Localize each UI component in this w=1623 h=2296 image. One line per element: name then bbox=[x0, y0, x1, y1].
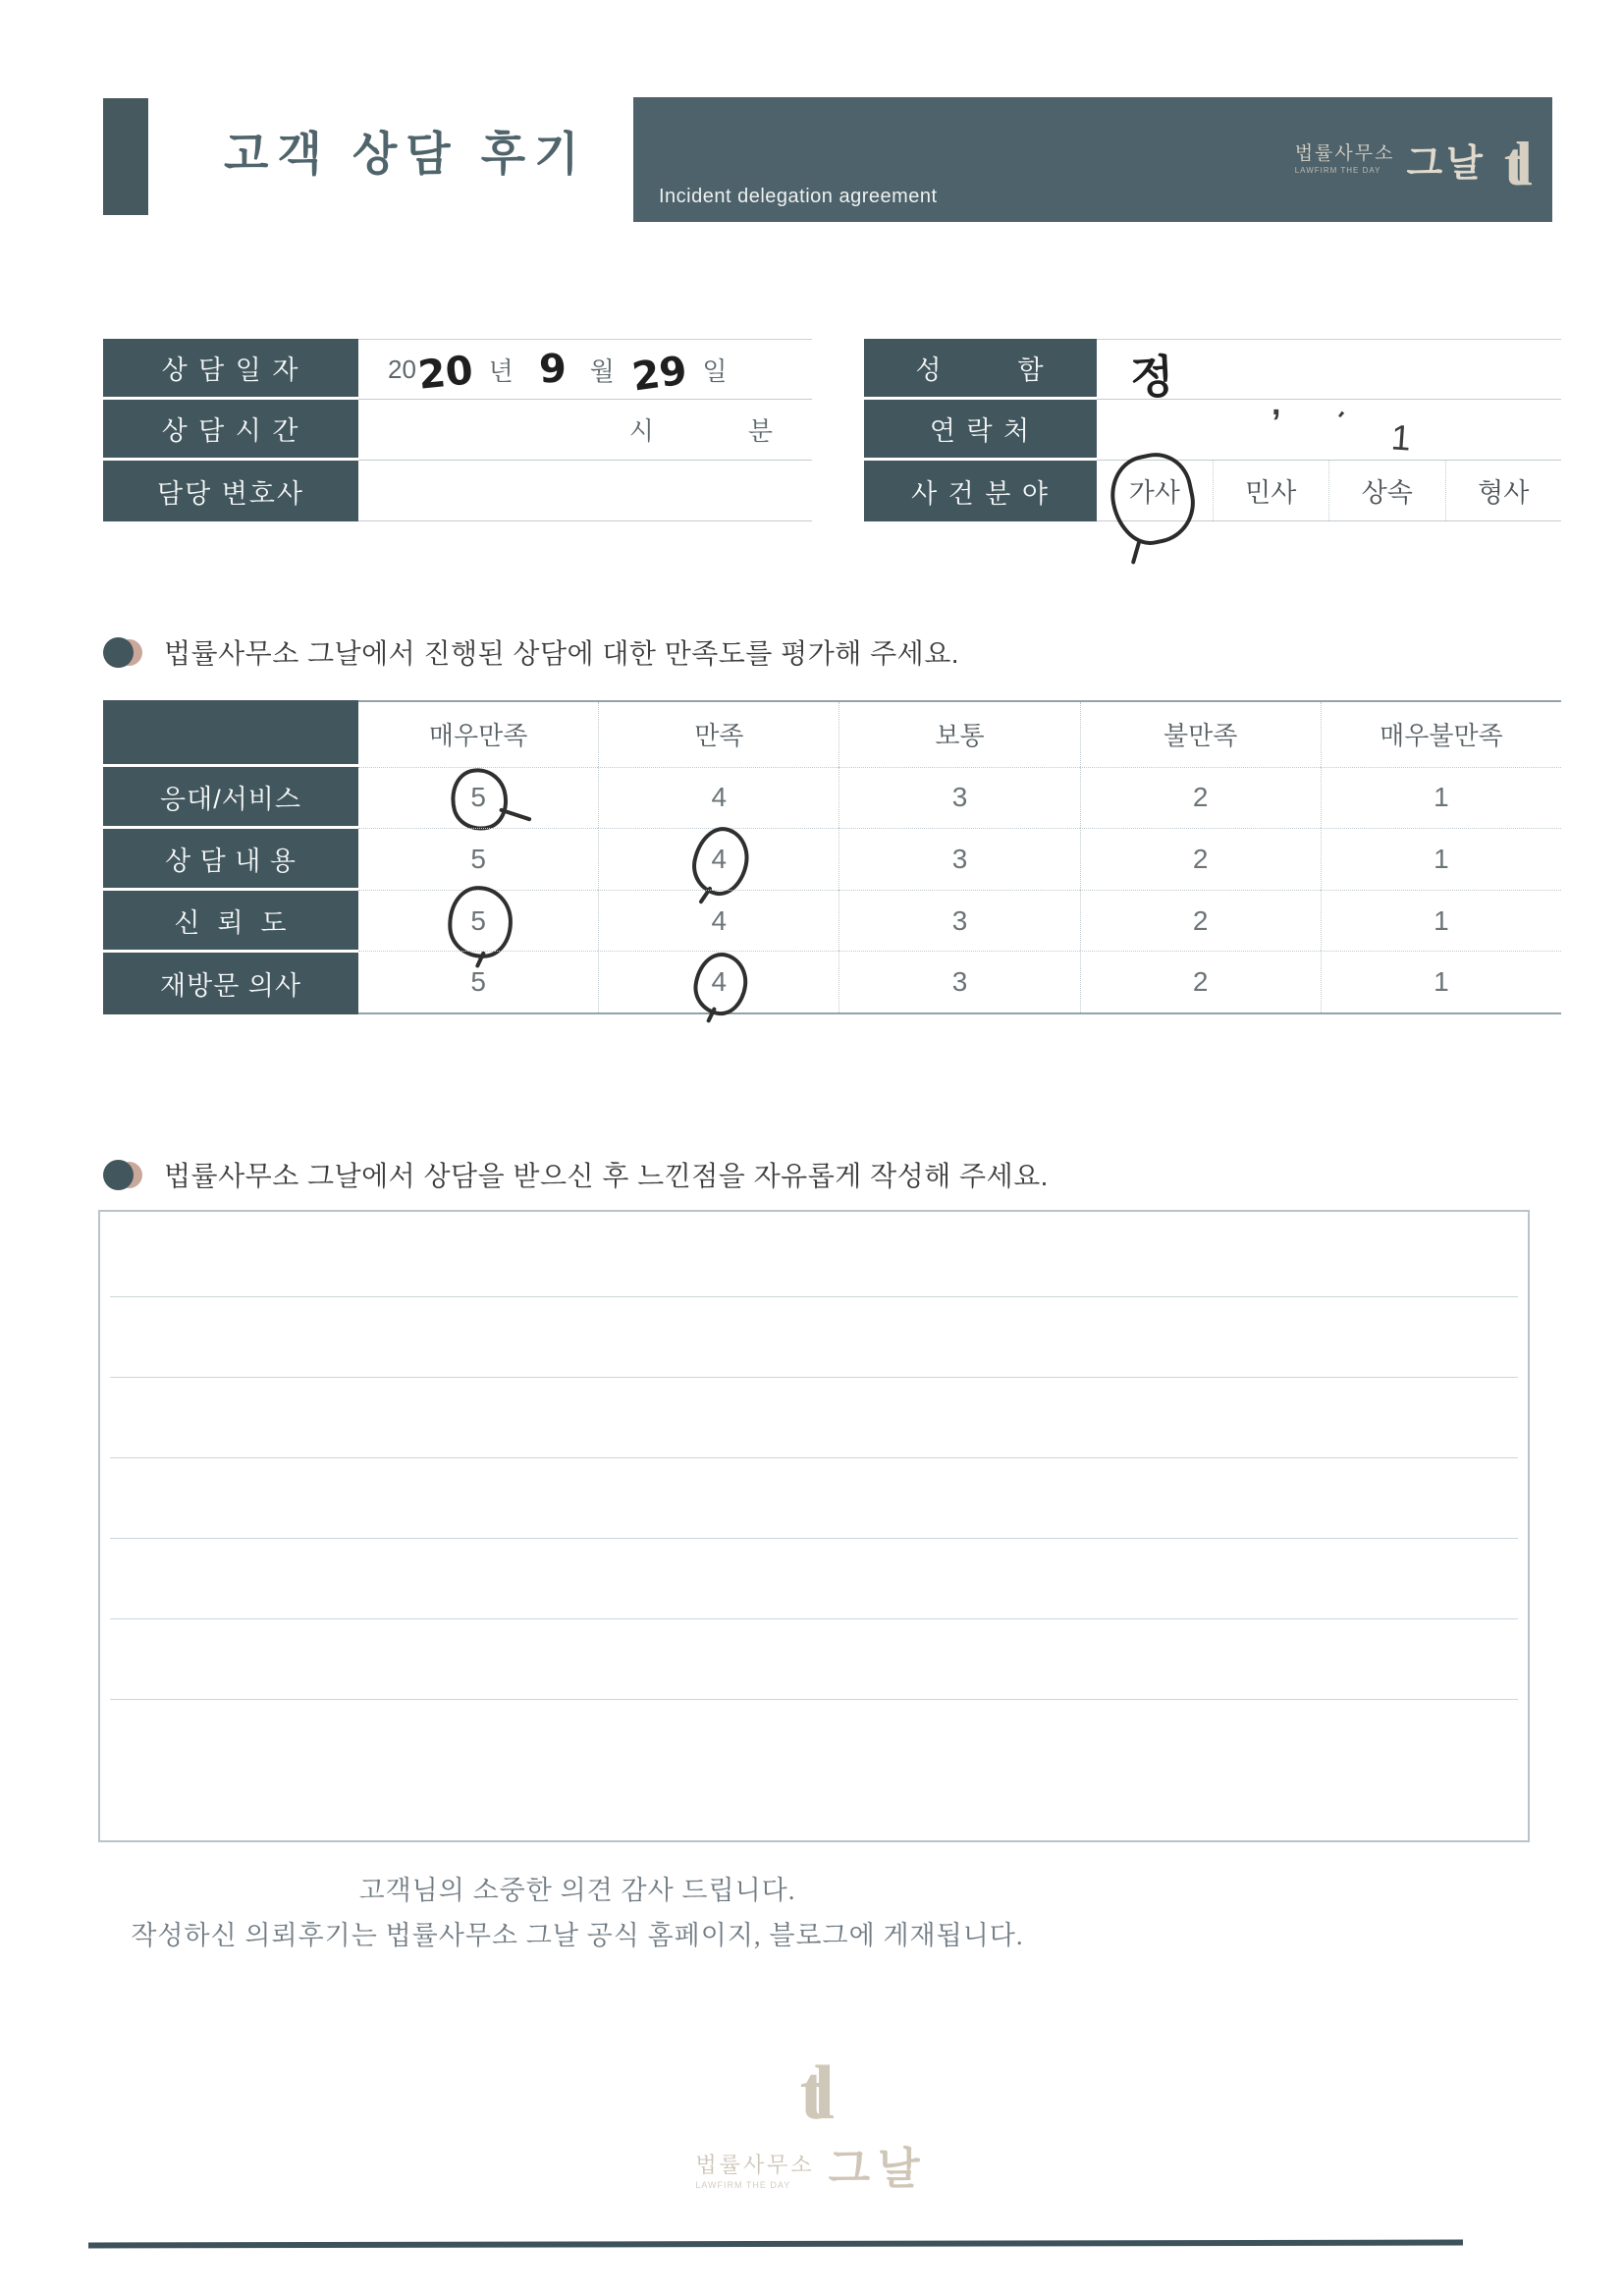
case-option-3 bbox=[1328, 461, 1445, 520]
title-accent-bar bbox=[103, 98, 148, 215]
sat-header-cell bbox=[839, 702, 1079, 767]
score-value: 3 bbox=[951, 843, 968, 874]
handwritten-name: 정 bbox=[1128, 349, 1175, 406]
contact-label: 연 락 처 bbox=[864, 400, 1097, 461]
sat-score-cell bbox=[1080, 828, 1321, 890]
satisfaction-section-heading bbox=[103, 632, 959, 672]
sat-score-row bbox=[358, 767, 1561, 829]
handwritten-circle-mark bbox=[445, 883, 515, 960]
sat-label-column bbox=[103, 700, 358, 1014]
sat-header-spacer-cell bbox=[103, 700, 358, 767]
sat-column-label: 보통 bbox=[935, 721, 985, 751]
case-option-label: 형사 bbox=[1478, 478, 1530, 508]
consult-time-value bbox=[358, 400, 812, 461]
footer-brand-firm-en-label: LAWFIRM THE DAY bbox=[695, 2180, 791, 2191]
banner-subtitle: Incident delegation agreement bbox=[659, 186, 938, 207]
footer-thanks-line2: 작성하신 의뢰후기는 법률사무소 그날 공식 홈페이지, 블로그에 게재됩니다. bbox=[131, 1921, 1024, 1950]
sat-score-cell bbox=[358, 951, 598, 1012]
footer-brand-firm-label: 법률사무소 bbox=[695, 2153, 815, 2178]
sat-score-cell bbox=[1080, 951, 1321, 1012]
sat-row-label: 응대/서비스 bbox=[103, 767, 358, 829]
brand-firm-en-label: LAWFIRM THE DAY bbox=[1294, 166, 1381, 175]
brand-firm-label: 법률사무소 bbox=[1294, 143, 1395, 164]
score-value: 2 bbox=[1192, 966, 1209, 998]
sat-score-cell bbox=[839, 767, 1079, 829]
header-banner bbox=[633, 97, 1552, 222]
case-option-label: 상속 bbox=[1361, 478, 1413, 508]
sat-score-cell bbox=[839, 890, 1079, 952]
consult-time-row bbox=[103, 400, 812, 461]
footer-brand-name-label: 그날 bbox=[828, 2145, 928, 2194]
handwritten-circle-mark bbox=[1103, 446, 1202, 551]
consult-date-row bbox=[103, 339, 812, 400]
score-value: 5 bbox=[470, 843, 486, 874]
handwritten-comma-mark: , bbox=[1271, 385, 1281, 422]
sat-score-cell bbox=[1080, 890, 1321, 952]
consult-date-value bbox=[358, 339, 812, 400]
handwritten-month: 9 bbox=[537, 346, 568, 393]
case-option-label: 민사 bbox=[1245, 478, 1297, 508]
sat-row-label: 신 뢰 도 bbox=[103, 891, 358, 953]
sat-column-label: 불만족 bbox=[1163, 721, 1238, 751]
score-value: 1 bbox=[1434, 843, 1449, 874]
sat-header-cell bbox=[1321, 702, 1561, 767]
ruled-line bbox=[110, 1377, 1518, 1378]
satisfaction-table bbox=[103, 700, 1561, 1014]
case-type-label: 사 건 분 야 bbox=[864, 461, 1097, 521]
score-value: 4 bbox=[711, 966, 728, 998]
sat-score-cell bbox=[598, 951, 839, 1012]
case-option-1 bbox=[1097, 461, 1213, 520]
sat-row-label: 상 담 내 용 bbox=[103, 829, 358, 891]
sat-row-label: 재방문 의사 bbox=[103, 953, 358, 1014]
sat-score-cell bbox=[1321, 828, 1561, 890]
sat-score-row bbox=[358, 890, 1561, 952]
bottom-rule bbox=[88, 2240, 1463, 2249]
feedback-writing-area bbox=[98, 1210, 1530, 1842]
sat-column-label: 만족 bbox=[694, 721, 744, 751]
hour-unit-label: 시 bbox=[628, 416, 654, 446]
sat-score-cell bbox=[1321, 951, 1561, 1012]
ruled-line bbox=[110, 1618, 1518, 1619]
footer-brand-text-block bbox=[695, 2155, 814, 2196]
sat-score-cell bbox=[358, 828, 598, 890]
month-unit-label: 월 bbox=[589, 355, 615, 386]
lawyer-label: 담당 변호사 bbox=[103, 461, 358, 521]
handwritten-day: 29 bbox=[628, 348, 690, 401]
sat-score-cell bbox=[839, 828, 1079, 890]
sat-grid bbox=[358, 700, 1561, 1014]
client-name-value bbox=[1097, 339, 1561, 422]
year-unit-label: 년 bbox=[488, 355, 514, 386]
score-value: 3 bbox=[951, 782, 968, 813]
sat-header-cell bbox=[358, 702, 598, 767]
footer-thanks-line1: 고객님의 소중한 의견 감사 드립니다. bbox=[358, 1876, 796, 1905]
score-value: 4 bbox=[711, 904, 728, 936]
sat-score-cell bbox=[1080, 767, 1321, 829]
sat-score-cell bbox=[598, 828, 839, 890]
minute-unit-label: 분 bbox=[747, 416, 773, 446]
lawfirm-logo-icon: tl bbox=[1503, 128, 1523, 198]
sat-score-cell bbox=[358, 767, 598, 829]
lawyer-value bbox=[358, 461, 812, 521]
score-value: 4 bbox=[711, 782, 728, 813]
footer-brand-lockup bbox=[0, 2050, 1623, 2196]
score-value: 1 bbox=[1434, 966, 1449, 998]
contact-row bbox=[864, 400, 1561, 461]
handwritten-circle-mark bbox=[444, 762, 514, 837]
consult-info-table-left bbox=[103, 339, 812, 521]
case-option-2 bbox=[1213, 461, 1329, 520]
sat-header-row bbox=[358, 702, 1561, 767]
satisfaction-prompt: 법률사무소 그날에서 진행된 상담에 대한 만족도를 평가해 주세요. bbox=[164, 638, 960, 669]
sat-header-cell bbox=[598, 702, 839, 767]
footer-brand-text bbox=[695, 2133, 927, 2196]
case-type-row bbox=[864, 461, 1561, 521]
brand-text-block bbox=[1295, 144, 1395, 175]
sat-score-cell bbox=[358, 890, 598, 952]
client-name-row bbox=[864, 339, 1561, 422]
lawyer-row bbox=[103, 461, 812, 521]
case-option-label: 가사 bbox=[1128, 478, 1180, 508]
feedback-section-heading bbox=[103, 1155, 1049, 1194]
score-value: 3 bbox=[951, 966, 968, 998]
lawfirm-logo-icon: tl bbox=[799, 2050, 824, 2135]
score-value: 2 bbox=[1192, 782, 1209, 813]
footer-thanks-block bbox=[0, 1868, 1155, 1958]
sat-column-label: 매우불만족 bbox=[1380, 721, 1503, 751]
page-title: 고객 상담 후기 bbox=[224, 128, 588, 180]
case-options-row bbox=[1097, 461, 1561, 521]
date-printed-century: 20 bbox=[388, 354, 416, 384]
consult-time-label: 상 담 시 간 bbox=[103, 400, 358, 461]
consult-date-label: 상 담 일 자 bbox=[103, 339, 358, 400]
consult-info-table-right bbox=[864, 339, 1561, 521]
client-name-label: 성 함 bbox=[864, 339, 1097, 400]
score-value: 5 bbox=[470, 904, 486, 936]
day-unit-label: 일 bbox=[702, 355, 728, 386]
contact-value bbox=[1097, 400, 1561, 461]
section-bullet-icon bbox=[103, 1160, 146, 1190]
ruled-line bbox=[110, 1699, 1518, 1700]
sat-column-label: 매우만족 bbox=[428, 721, 528, 751]
ruled-line bbox=[110, 1296, 1518, 1297]
section-bullet-icon bbox=[103, 637, 146, 668]
handwritten-circle-mark bbox=[690, 950, 751, 1019]
score-value: 5 bbox=[470, 782, 486, 813]
ruled-line bbox=[110, 1538, 1518, 1539]
score-value: 2 bbox=[1192, 843, 1209, 874]
sat-score-cell bbox=[839, 951, 1079, 1012]
handwritten-tick-mark: ' bbox=[1326, 407, 1349, 431]
handwritten-stroke-mark: 1 bbox=[1389, 416, 1413, 459]
score-value: 4 bbox=[711, 843, 728, 874]
sat-score-cell bbox=[598, 890, 839, 952]
sat-header-cell bbox=[1080, 702, 1321, 767]
score-value: 3 bbox=[951, 904, 968, 936]
score-value: 1 bbox=[1434, 904, 1449, 936]
sat-score-row bbox=[358, 828, 1561, 890]
sat-score-cell bbox=[1321, 890, 1561, 952]
ruled-line bbox=[110, 1457, 1518, 1458]
score-value: 2 bbox=[1192, 904, 1209, 936]
brand-name-label: 그날 bbox=[1406, 143, 1487, 185]
feedback-prompt: 법률사무소 그날에서 상담을 받으신 후 느낀점을 자유롭게 작성해 주세요. bbox=[164, 1161, 1049, 1191]
score-value: 5 bbox=[470, 966, 486, 998]
case-option-4 bbox=[1445, 461, 1562, 520]
sat-score-cell bbox=[598, 767, 839, 829]
sat-score-cell bbox=[1321, 767, 1561, 829]
handwritten-year: 20 bbox=[415, 348, 475, 399]
score-value: 1 bbox=[1434, 782, 1449, 813]
brand-lockup bbox=[1294, 128, 1523, 198]
sat-score-row bbox=[358, 951, 1561, 1012]
